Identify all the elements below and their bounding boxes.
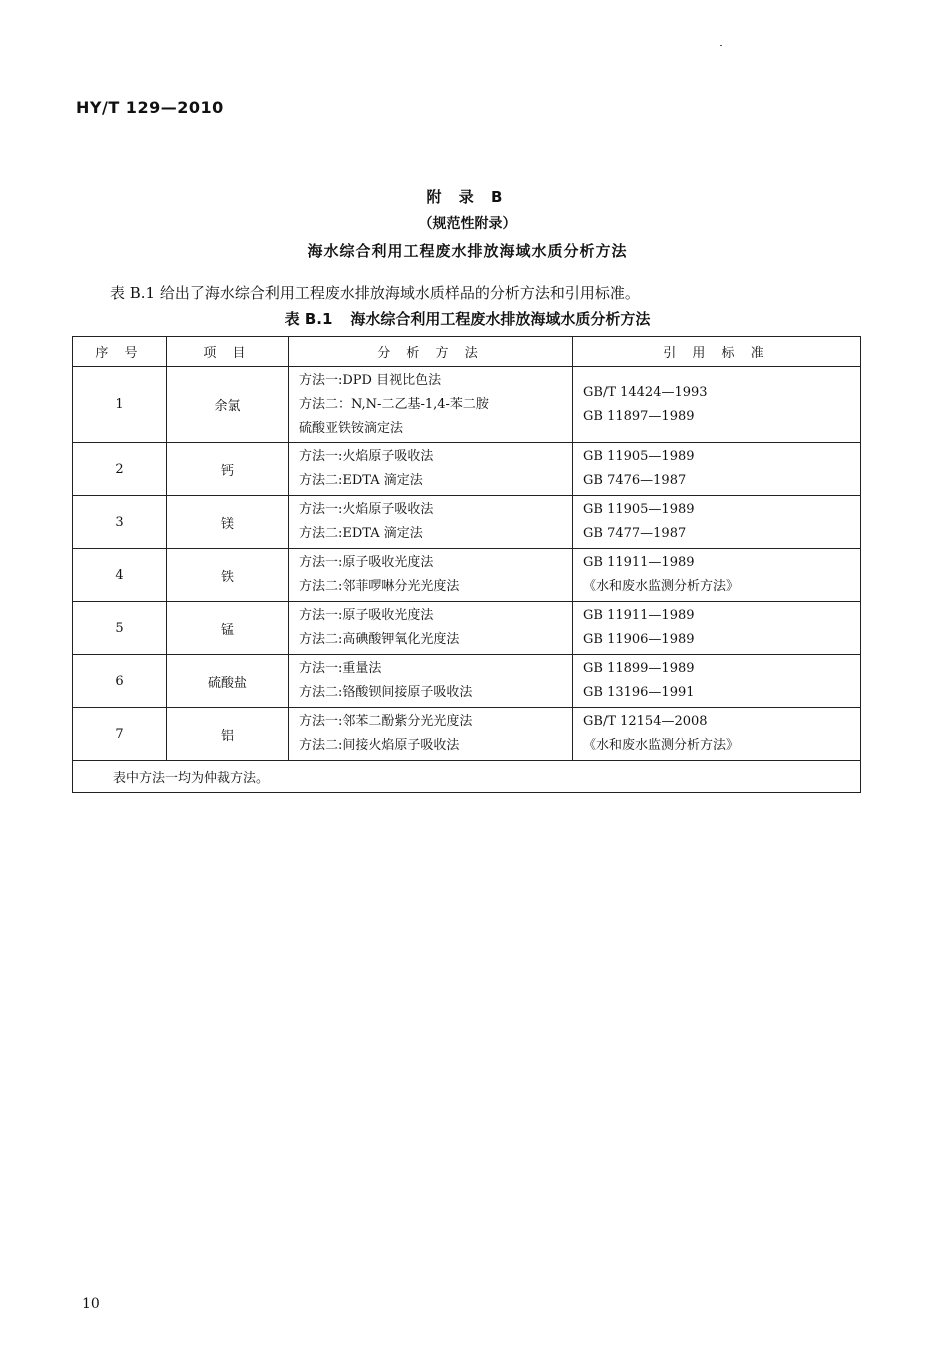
row-methods [289, 443, 573, 496]
row-methods [289, 367, 573, 443]
table-caption-number: 表 B.1 [284, 310, 333, 328]
table-row [73, 443, 861, 496]
appendix-subtitle: （规范性附录） [418, 216, 517, 232]
standard-line: GB 11905—1989 [583, 502, 695, 517]
standard-line: GB 11911—1989 [583, 608, 695, 623]
method-line: 方法一:原子吸收光度法 [299, 555, 434, 570]
standard-line: GB 11911—1989 [583, 555, 695, 570]
standard-line: GB 11899—1989 [583, 661, 695, 676]
method-line: 方法二:EDTA 滴定法 [299, 526, 423, 541]
table-row [73, 549, 861, 602]
method-line: 方法二:EDTA 滴定法 [299, 473, 423, 488]
method-line: 方法二:邻菲啰啉分光光度法 [299, 579, 460, 594]
method-line: 方法二：N,N-二乙基-1,4-苯二胺 [299, 396, 489, 412]
appendix-name: 海水综合利用工程废水排放海域水质分析方法 [307, 242, 628, 260]
table-note: 表中方法一均为仲裁方法。 [73, 761, 861, 793]
standard-line: GB 11906—1989 [583, 632, 695, 647]
standard-line: GB 7477—1987 [583, 526, 687, 541]
row-standards [573, 549, 861, 602]
table-row [73, 602, 861, 655]
row-item: 镁 [167, 496, 289, 549]
row-methods [289, 496, 573, 549]
method-line: 方法一:火焰原子吸收法 [299, 449, 434, 464]
row-number: 6 [73, 655, 167, 708]
row-methods [289, 708, 573, 761]
row-methods [289, 655, 573, 708]
row-item: 硫酸盐 [167, 655, 289, 708]
standard-line: GB 7476—1987 [583, 473, 687, 488]
analysis-methods-table [72, 336, 861, 793]
row-item: 余氯 [167, 367, 289, 443]
row-number: 7 [73, 708, 167, 761]
row-number: 2 [73, 443, 167, 496]
table-caption [0, 308, 935, 329]
row-methods [289, 549, 573, 602]
method-line: 方法一:重量法 [299, 661, 382, 676]
row-standards [573, 367, 861, 443]
row-standards [573, 655, 861, 708]
row-number: 1 [73, 367, 167, 443]
header-analysis-method: 分 析 方 法 [289, 337, 573, 367]
row-item: 铁 [167, 549, 289, 602]
row-number: 4 [73, 549, 167, 602]
row-number: 5 [73, 602, 167, 655]
standard-line: GB 13196—1991 [583, 685, 695, 700]
row-item: 锰 [167, 602, 289, 655]
standard-line: GB/T 14424—1993 [583, 384, 708, 400]
standard-line: 《水和废水监测分析方法》 [583, 738, 740, 753]
header-serial-number: 序 号 [73, 337, 167, 367]
row-standards [573, 443, 861, 496]
table-row [73, 708, 861, 761]
table-row [73, 655, 861, 708]
appendix-title: 附 录 B [426, 188, 509, 206]
document-code: HY/T 129—2010 [76, 98, 224, 117]
row-standards [573, 708, 861, 761]
header-item: 项 目 [167, 337, 289, 367]
intro-paragraph: 表 B.1 给出了海水综合利用工程废水排放海域水质样品的分析方法和引用标准。 [110, 284, 640, 302]
header-reference-standard: 引 用 标 准 [573, 337, 861, 367]
table-caption-title: 海水综合利用工程废水排放海域水质分析方法 [350, 310, 651, 328]
standard-line: GB/T 12154—2008 [583, 714, 708, 729]
method-line: 方法二:高碘酸钾氧化光度法 [299, 632, 460, 647]
method-line: 方法一:火焰原子吸收法 [299, 502, 434, 517]
method-line: 方法二:铬酸钡间接原子吸收法 [299, 685, 473, 700]
standard-line: GB 11905—1989 [583, 449, 695, 464]
page-number: 10 [82, 1296, 100, 1312]
row-standards [573, 602, 861, 655]
standard-line: GB 11897—1989 [583, 408, 695, 424]
method-line: 硫酸亚铁铵滴定法 [299, 420, 404, 436]
method-line: 方法一:原子吸收光度法 [299, 608, 434, 623]
table-row [73, 496, 861, 549]
table-row [73, 367, 861, 443]
table-header-row [73, 337, 861, 367]
method-line: 方法一:DPD 目视比色法 [299, 372, 442, 388]
table-note-row [73, 761, 861, 793]
row-item: 钙 [167, 443, 289, 496]
row-item: 铝 [167, 708, 289, 761]
method-line: 方法二:间接火焰原子吸收法 [299, 738, 460, 753]
standard-line: 《水和废水监测分析方法》 [583, 579, 740, 594]
row-standards [573, 496, 861, 549]
row-number: 3 [73, 496, 167, 549]
method-line: 方法一:邻苯二酚紫分光光度法 [299, 714, 473, 729]
row-methods [289, 602, 573, 655]
scan-speck [720, 45, 722, 46]
